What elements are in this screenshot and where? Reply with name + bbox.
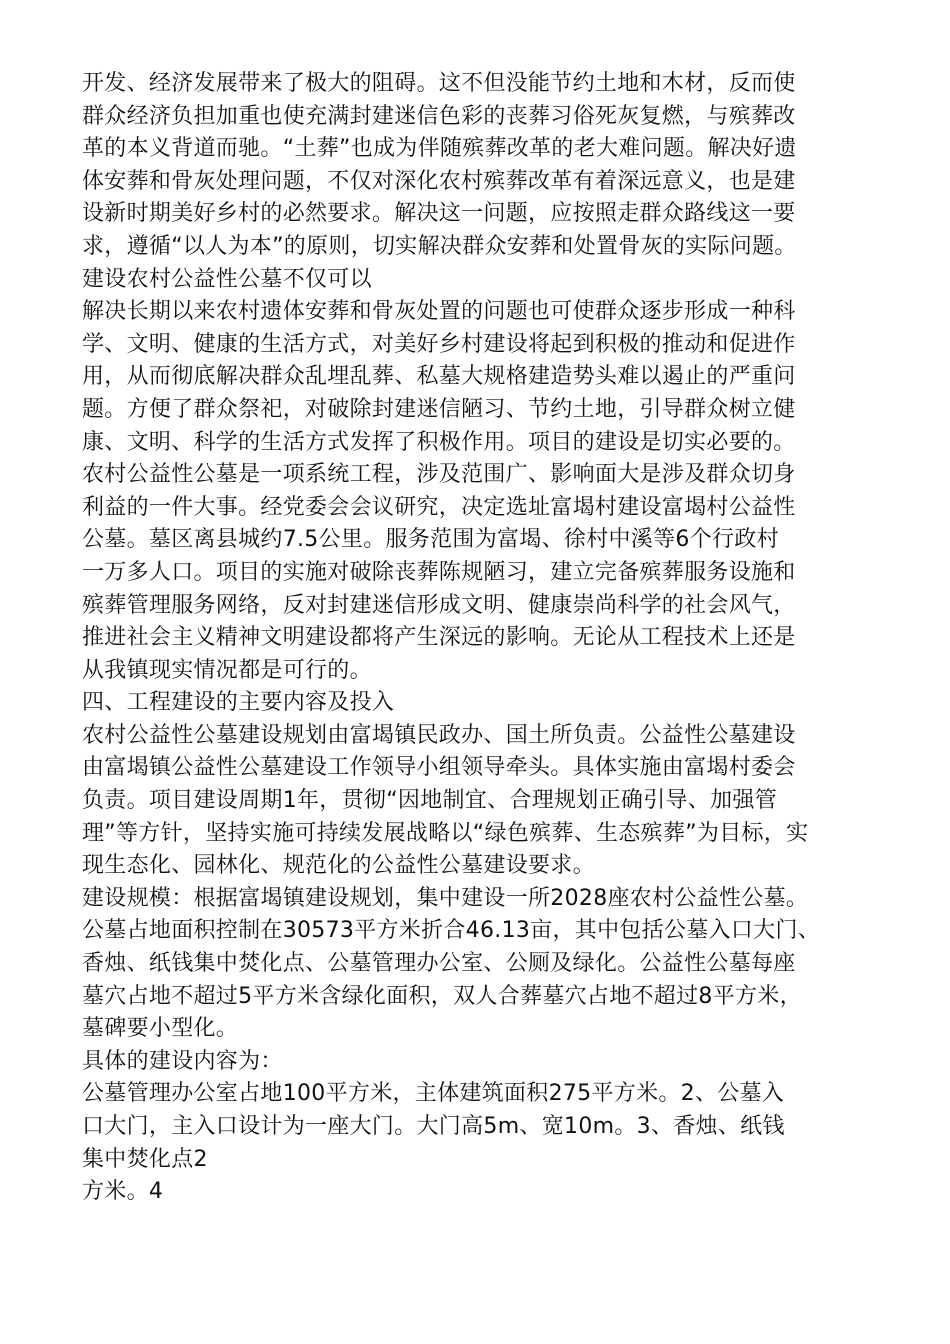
- text-line: 理”等方针，坚持实施可持续发展战略以“绿色殡葬、生态殡葬”为目标，实: [82, 820, 809, 846]
- text-line: 具体的建设内容为：: [82, 1048, 283, 1074]
- text-line: 康、文明、科学的生活方式发挥了积极作用。项目的建设是切实必要的。: [82, 429, 796, 455]
- text-line: 设新时期美好乡村的必然要求。解决这一问题，应按照走群众路线这一要: [82, 201, 796, 227]
- text-line: 公墓管理办公室占地100平方米，主体建筑面积275平方米。2、公墓入: [82, 1081, 785, 1107]
- text-line: 革的本义背道而驰。“土葬”也成为伴随殡葬改革的老大难问题。解决好遗: [82, 136, 797, 162]
- section-heading: 四、工程建设的主要内容及投入: [82, 690, 395, 716]
- text-line: 题。方便了群众祭祀，对破除封建迷信陋习、节约土地，引导群众树立健: [82, 396, 796, 422]
- text-line: 建设规模：根据富堨镇建设规划，集中建设一所2028座农村公益性公墓。: [82, 885, 809, 911]
- text-line: 农村公益性公墓建设规划由富堨镇民政办、国土所负责。公益性公墓建设: [82, 722, 796, 748]
- text-line: 解决长期以来农村遗体安葬和骨灰处置的问题也可使群众逐步形成一种科: [82, 299, 796, 325]
- text-line: 墓碑要小型化。: [82, 1016, 239, 1042]
- text-line: 推进社会主义精神文明建设都将产生深远的影响。无论从工程技术上还是: [82, 625, 796, 651]
- text-line: 方米。4: [82, 1179, 164, 1205]
- text-line: 由富堨镇公益性公墓建设工作领导小组领导牵头。具体实施由富堨村委会: [82, 755, 796, 781]
- text-line: 求，遵循“以人为本”的原则，切实解决群众安葬和处置骨灰的实际问题。: [82, 233, 797, 259]
- text-line: 开发、经济发展带来了极大的阻碍。这不但没能节约土地和木材，反而使: [82, 71, 796, 96]
- text-line: 公墓。墓区离县城约7.5公里。服务范围为富堨、徐村中溪等6个行政村: [82, 527, 779, 553]
- document-body: [82, 68, 912, 1209]
- text-line: 香烛、纸钱集中焚化点、公墓管理办公室、公厕及绿化。公益性公墓每座: [82, 951, 796, 977]
- text-line: 口大门，主入口设计为一座大门。大门高5m、宽10m。3、香烛、纸钱: [82, 1114, 785, 1139]
- text-line: 群众经济负担加重也使充满封建迷信色彩的丧葬习俗死灰复燃，与殡葬改: [82, 103, 796, 129]
- text-line: 公墓占地面积控制在30573平方米折合46.13亩，其中包括公墓入口大门、: [82, 918, 821, 944]
- text-line: 负责。项目建设周期1年，贯彻“因地制宜、合理规划正确引导、加强管: [82, 788, 777, 814]
- text-line: 利益的一件大事。经党委会会议研究，决定选址富堨村建设富堨村公益性: [82, 494, 796, 520]
- text-line: 一万多人口。项目的实施对破除丧葬陈规陋习，建立完备殡葬服务设施和: [82, 559, 796, 585]
- text-line: 用，从而彻底解决群众乱埋乱葬、私墓大规格建造势头难以遏止的严重问: [82, 364, 796, 390]
- text-line: 从我镇现实情况都是可行的。: [82, 657, 372, 683]
- text-line: 集中焚化点2: [82, 1146, 208, 1172]
- text-line: 墓穴占地不超过5平方米含绿化面积，双人合葬墓穴占地不超过8平方米，: [82, 983, 802, 1009]
- text-line: 体安葬和骨灰处理问题，不仅对深化农村殡葬改革有着深远意义，也是建: [82, 168, 796, 194]
- text-line: 殡葬管理服务网络，反对封建迷信形成文明、健康崇尚科学的社会风气，: [82, 592, 796, 618]
- text-line: 农村公益性公墓是一项系统工程，涉及范围广、影响面大是涉及群众切身: [82, 462, 796, 488]
- text-line: 建设农村公益性公墓不仅可以: [82, 266, 372, 292]
- text-line: 学、文明、健康的生活方式，对美好乡村建设将起到积极的推动和促进作: [82, 331, 796, 357]
- text-line: 现生态化、园林化、规范化的公益性公墓建设要求。: [82, 853, 595, 879]
